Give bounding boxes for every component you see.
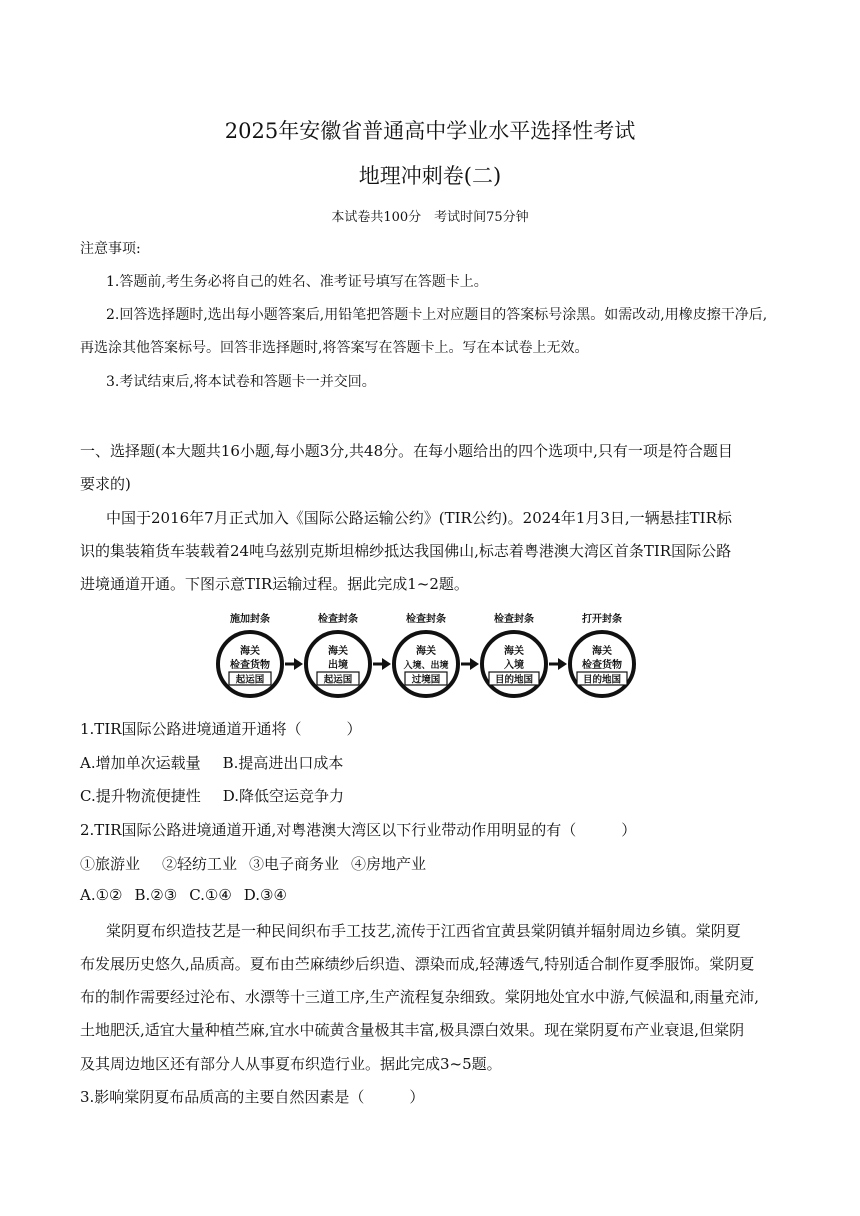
question-1-options-ab — [80, 752, 343, 773]
step-line-2: 检查货物 — [582, 660, 622, 671]
step-box-label: 起运国 — [323, 674, 353, 686]
question-2-items — [80, 853, 426, 874]
step-label: 检查封条 — [318, 614, 358, 625]
material-1-line-2: 识的集装箱货车装载着24吨乌兹别克斯坦棉纱抵达我国佛山,标志着粤港澳大湾区首条TIR国际公路 — [80, 542, 732, 560]
step-label: 检查封条 — [494, 614, 534, 625]
material-2-line-1: 棠阴夏布织造技艺是一种民间织布手工技艺,流传于江西省宜黄县棠阴镇并辐射周边乡镇。棠阴夏 — [106, 922, 741, 940]
step-line-2: 入境 — [504, 660, 524, 671]
material-1-line-3: 进境通道开通。下图示意TIR运输过程。据此完成1~2题。 — [80, 575, 469, 593]
step-line-1: 海关 — [240, 646, 260, 657]
step-box-label: 目的地国 — [494, 674, 534, 686]
notes-heading: 注意事项: — [80, 241, 141, 257]
flow-arrow-head — [294, 658, 303, 670]
question-1-stem: 1.TIR国际公路进境通道开通将（ ） — [80, 720, 362, 738]
exam-subtitle: 地理冲刺卷(二) — [358, 164, 502, 188]
q2-option-c[interactable]: C.①④ — [189, 886, 232, 904]
step-label: 打开封条 — [582, 614, 622, 625]
step-line-2: 出境 — [328, 660, 348, 671]
step-line-2: 入境、出境 — [403, 661, 449, 671]
question-1-options-cd — [80, 785, 344, 806]
q2-item-4: ④房地产业 — [351, 855, 427, 873]
q1-option-a[interactable]: A.增加单次运载量 — [80, 754, 201, 772]
q2-item-1: ①旅游业 — [80, 855, 141, 873]
step-line-1: 海关 — [592, 646, 612, 657]
question-3-stem: 3.影响棠阴夏布品质高的主要自然因素是（ ） — [80, 1088, 425, 1106]
q1-option-c[interactable]: C.提升物流便捷性 — [80, 787, 201, 805]
step-label: 施加封条 — [230, 614, 270, 625]
step-box-label: 起运国 — [235, 674, 265, 686]
material-2-line-4: 土地肥沃,适宜大量种植苎麻,宜水中硫黄含量极其丰富,极具漂白效果。现在棠阴夏布产业衰退,但棠阴 — [80, 1021, 745, 1039]
q2-item-2: ②轻纺工业 — [162, 855, 238, 873]
step-line-1: 海关 — [504, 646, 524, 657]
step-line-1: 海关 — [328, 646, 348, 657]
note-item-1: 1.答题前,考生务必将自己的姓名、准考证号填写在答题卡上。 — [106, 274, 488, 290]
q1-option-b[interactable]: B.提高进出口成本 — [222, 754, 344, 772]
material-2-line-5: 及其周边地区还有部分人从事夏布织造行业。据此完成3~5题。 — [80, 1055, 502, 1073]
step-box-label: 目的地国 — [582, 674, 622, 686]
question-2-stem: 2.TIR国际公路进境通道开通,对粤港澳大湾区以下行业带动作用明显的有（ ） — [80, 821, 637, 839]
step-line-1: 海关 — [416, 646, 436, 657]
flow-arrow-head — [382, 658, 391, 670]
material-2-line-2: 布发展历史悠久,品质高。夏布由苎麻绩纱后织造、漂染而成,轻薄透气,特别适合制作夏季服饰。棠阴夏 — [80, 955, 755, 973]
flow-arrow-head — [470, 658, 479, 670]
section-heading-line-2: 要求的) — [80, 475, 131, 493]
flow-arrow-head — [558, 658, 567, 670]
q2-item-3: ③电子商务业 — [249, 855, 340, 873]
exam-info: 本试卷共100分 考试时间75分钟 — [331, 210, 529, 225]
material-1-line-1: 中国于2016年7月正式加入《国际公路运输公约》(TIR公约)。2024年1月3日,一辆悬挂TIR标 — [106, 509, 732, 527]
q2-option-b[interactable]: B.②③ — [134, 886, 178, 904]
question-2-options — [80, 886, 287, 904]
note-item-2-line-2: 再选涂其他答案标号。回答非选择题时,将答案写在答题卡上。写在本试卷上无效。 — [80, 340, 589, 356]
note-item-3: 3.考试结束后,将本试卷和答题卡一并交回。 — [106, 374, 376, 390]
material-2-line-3: 布的制作需要经过沦布、水漂等十三道工序,生产流程复杂细致。棠阴地处宜水中游,气候温和,雨量充沛, — [80, 988, 760, 1006]
step-line-2: 检查货物 — [230, 660, 270, 671]
step-box-label: 过境国 — [411, 674, 441, 686]
step-label: 检查封条 — [406, 614, 446, 625]
note-item-2-line-1: 2.回答选择题时,选出每小题答案后,用铅笔把答题卡上对应题目的答案标号涂黑。如需改动,用橡皮擦干净后, — [106, 307, 768, 323]
q1-option-d[interactable]: D.降低空运竞争力 — [222, 787, 344, 805]
q2-option-a[interactable]: A.①② — [80, 886, 123, 904]
tir-process-diagram — [210, 606, 660, 702]
section-heading-line-1: 一、选择题(本大题共16小题,每小题3分,共48分。在每小题给出的四个选项中,只有一项是符合题目 — [80, 442, 733, 460]
exam-title: 2025年安徽省普通高中学业水平选择性考试 — [224, 119, 636, 143]
q2-option-d[interactable]: D.③④ — [243, 886, 287, 904]
